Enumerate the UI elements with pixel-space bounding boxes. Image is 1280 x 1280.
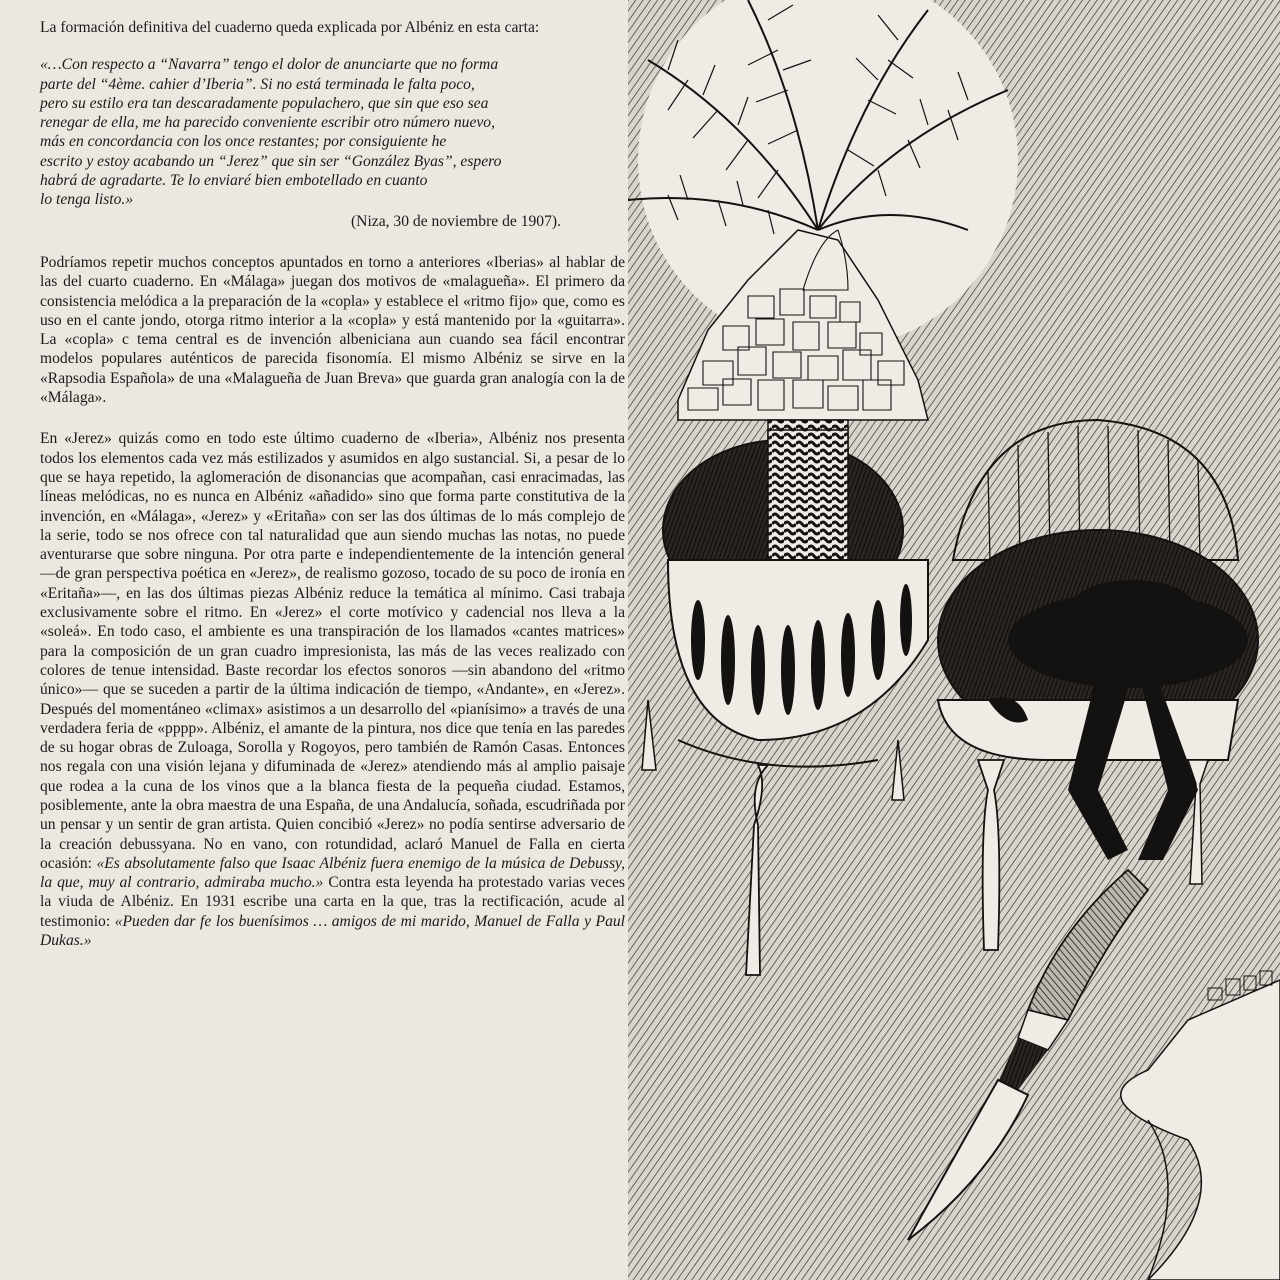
quote-line: escrito y estoy acabando un “Jerez” que sin ser “González Byas”, espero <box>40 152 502 170</box>
quote-line: habrá de agradarte. Te lo enviaré bien embotellado en cuanto <box>40 172 428 190</box>
text-column <box>40 18 625 950</box>
letter-quote <box>40 55 625 209</box>
quote-line: «…Con respecto a “Navarra” tengo el dolor de anunciarte que no forma <box>40 56 499 74</box>
letter-date: (Niza, 30 de noviembre de 1907). <box>350 212 561 230</box>
quote-line: más en concordancia con los once restantes; por consiguiente he <box>40 133 447 151</box>
widow-quote: «Pueden dar fe los buenísimos … amigos de mi marido, Manuel de Falla y Paul Dukas.» <box>40 912 626 950</box>
paragraph-jerez-continuation: Contra esta leyenda ha protestado varias veces la viuda de Albéniz. En 1931 escribe una carta en la que, tras la rectificación, acude al testimonio: <box>40 874 625 930</box>
letter-intro: La formación definitiva del cuaderno queda explicada por Albéniz en esta carta: <box>40 19 540 36</box>
illustration-panel <box>628 0 1280 1280</box>
quote-line: renegar de ella, me ha parecido conveniente escribir otro número nuevo, <box>40 114 495 132</box>
paragraph-jerez-body: En «Jerez» quizás como en todo este último cuaderno de «Iberia», Albéniz nos presenta todos los elementos cada vez más estilizados y asumidos en algo sustancial. Si, a pesar de lo que se haya repetido, la aglomeración de disonancias que acompañan, casi enracimadas, las líneas melódicas, no es nunca en Albéniz «añadido» sino que forma parte constitutiva de la invención, en «Málaga», «Jerez» y «Eritaña» con ser las dos últimas de lo más complejo de la serie, todo se nos ofrece con tal naturalidad que aun siendo muchas las notas, no puede aventurarse que sobre ninguna. Por otra parte e independientemente de la intención general —de gran perspectiva poética en «Jerez», de realismo gozoso, tocado de su poco de ironía en «Eritaña»—, en las dos últimas piezas Albéniz reduce la temática al mínimo. Casi trabaja exclusivamente sobre el ritmo. En «Jerez» el corte motívico y cadencial nos lleva a la «soleá». En todo caso, el ambiente es una transpiración de los llamados «cantes matrices» para la composición de un gran cuadro impresionista, las más de las veces realizado con colores de tenue intensidad. Baste recordar los efectos sonoros —sin abandono del «ritmo único»— que se suceden a partir de la última indicación de tiempo, «Andante», en «Jerez». Después del momentáneo «climax» asistimos a un desarrollo del «pianísimo» a través de una verdadera feria de «pppp». Albéniz, el amante de la pintura, nos dice que tenía en las paredes de su hogar obras de Zuloaga, Sorolla y Rogoyos, pero también de Ramón Casas. Entonces nos regala con una visión lejana y difuminada de «Jerez» atendiendo más al amplio paisaje que rodea a la cuna de los vinos que a la blanca fiesta de la pequeña ciudad. Estamos, posiblemente, ante la obra maestra de una España, de una Andalucía, soñada, escudriñada por un pensar y un sentir de gran artista. Quien concibió «Jerez» no podía sentirse adversario de la creación debussyana. No en vano, con rotundidad, aclaró Manuel de Falla en cierta ocasión: <box>40 430 625 872</box>
ink-illustration <box>628 0 1280 1280</box>
paragraph-jerez <box>40 429 625 950</box>
quote-line: parte del “4ème. cahier d’Iberia”. Si no está terminada le falta poco, <box>40 75 475 93</box>
falla-quote: «Es absolutamente falso que Isaac Albéniz fuera enemigo de la música de Debussy, la que, muy al contrario, admiraba mucho.» <box>40 854 625 892</box>
quote-line: lo tenga listo.» <box>40 191 134 209</box>
paragraph-malaga: Podríamos repetir muchos conceptos apuntados en torno a anteriores «Iberias» al hablar de las del cuarto cuaderno. En «Málaga» juegan dos motivos de «malagueña». El primero da consistencia melódica a la preparación de la «copla» y establece el «ritmo fijo» que, como es uso en el cante jondo, otorga ritmo interior a la «copla» y está mantenido por la «guitarra». La «copla» c tema central es de invención albeniciana aun cuando sea fácil encontrar modelos populares auténticos de parecida fisonomía. El mismo Albéniz se sirve en la «Rapsodia Española» de una «Malagueña de Juan Breva» que guarda gran analogía con la de «Málaga». <box>40 253 625 407</box>
quote-line: pero su estilo era tan descaradamente populachero, que sin que eso sea <box>40 94 489 112</box>
